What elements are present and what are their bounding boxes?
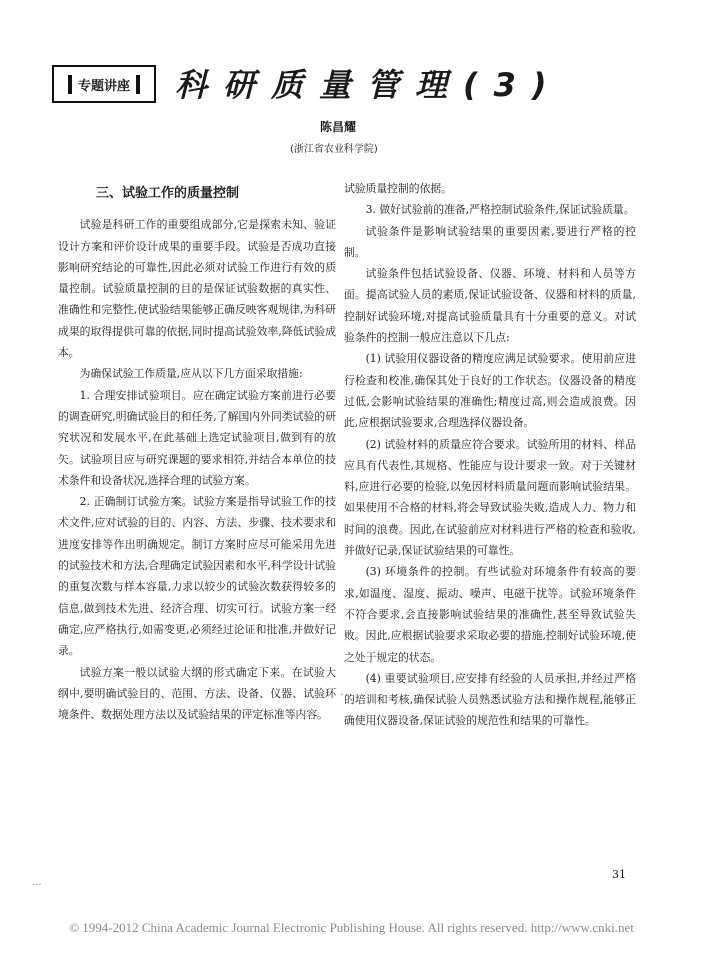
- paragraph: 为确保试验工作质量,应从以下几方面采取措施:: [79, 367, 303, 381]
- paragraph: 试验是科研工作的重要组成部分,它是探索未知、验证设计方案和评价设计成果的重要手段。试验是否成功直接影响研究结论的可靠性,因此必须对试验工作进行有效的质量控制。试验质量控制的目的是保证试验数据的真实性、准确性和完整性,使试验结果能够正确反映客观规律,为科研成果的取得提供可靠的依据,同时提高试验效率,降低试验成本。: [58, 218, 336, 360]
- scan-speck: ·: [340, 690, 344, 701]
- paragraph: 3. 做好试验前的准备,严格控制试验条件,保证试验质量。: [365, 203, 635, 217]
- paragraph: 试验方案一般以试验大纲的形式确定下来。在试验大纲中,要明确试验目的、范围、方法、设备、仪器、试验环境条件、数据处理方法以及试验结果的评定标准等内容。: [58, 665, 336, 722]
- paragraph: (3) 环境条件的控制。有些试验对环境条件有较高的要求,如温度、湿度、振动、噪声、电磁干扰等。试验环境条件不符合要求,会直接影响试验结果的准确性,甚至导致试验失败。因此,应根据试验要求采取必要的措施,控制好试验环境,使之处于规定的状态。: [344, 565, 636, 664]
- paragraph: (4) 重要试验项目,应安排有经验的人员承担,并经过严格的培训和考核,确保试验人员熟悉试验方法和操作规程,能够正确使用仪器设备,保证试验的规范性和结果的可靠性。: [344, 671, 636, 728]
- paragraph: 试验质量控制的依据。: [344, 182, 452, 195]
- right-column: [344, 178, 636, 732]
- paragraph: (2) 试验材料的质量应符合要求。试验所用的材料、样品应具有代表性,其规格、性能应与设计要求一致。对于关键材料,应进行必要的检验,以免因材料质量问题而影响试验结果。如果使用不合格的材料,将会导致试验失败,造成人力、物力和时间的浪费。因此,在试验前应对材料进行严格的检查和验收,并做好记录,保证试验结果的可靠性。: [344, 437, 636, 558]
- copyright-footer: © 1994-2012 China Academic Journal Electronic Publishing House. All rights reserved. http://www.cnki.net: [69, 920, 634, 935]
- article-author: 陈昌耀: [320, 120, 357, 134]
- column-label: 专题讲座: [68, 75, 140, 94]
- page-number: 31: [612, 868, 626, 881]
- section-heading: 三、试验工作的质量控制: [96, 186, 240, 201]
- author-affiliation: (浙江省农业科学院): [290, 144, 378, 155]
- article-title: 科研质量管理(3): [175, 66, 563, 104]
- column-label-box: [52, 65, 156, 103]
- scan-speck: ···: [32, 880, 42, 891]
- paragraph: 试验条件是影响试验结果的重要因素,要进行严格的控制。: [344, 224, 636, 259]
- paragraph: 2. 正确制订试验方案。试验方案是指导试验工作的技术文件,应对试验的目的、内容、方法、步骤、技术要求和进度安排等作出明确规定。制订方案时应尽可能采用先进的试验技术和方法,合理确定试验因素和水平,科学设计试验的重复次数与样本容量,力求以较少的试验次数获得较多的信息,做到技术先进、经济合理、切实可行。试验方案一经确定,应严格执行,如需变更,必须经过论证和批准,并做好记录。: [58, 495, 336, 658]
- left-column: [58, 183, 336, 725]
- paragraph: (1) 试验用仪器设备的精度应满足试验要求。使用前应进行检查和校准,确保其处于良好的工作状态。仪器设备的精度过低,会影响试验结果的准确性;精度过高,则会造成浪费。因此,应根据试验要求,合理选择仪器设备。: [344, 352, 636, 430]
- paragraph: 1. 合理安排试验项目。应在确定试验方案前进行必要的调查研究,明确试验目的和任务,了解国内外同类试验的研究状况和发展水平,在此基础上选定试验项目,做到有的放矢。试验项目应与研究课题的要求相符,并结合本单位的技术条件和设备状况,选择合理的试验方案。: [58, 388, 336, 487]
- paragraph: 试验条件包括试验设备、仪器、环境、材料和人员等方面。提高试验人员的素质,保证试验设备、仪器和材料的质量,控制好试验环境,对提高试验质量具有十分重要的意义。对试验条件的控制一般应注意以下几点:: [344, 267, 636, 345]
